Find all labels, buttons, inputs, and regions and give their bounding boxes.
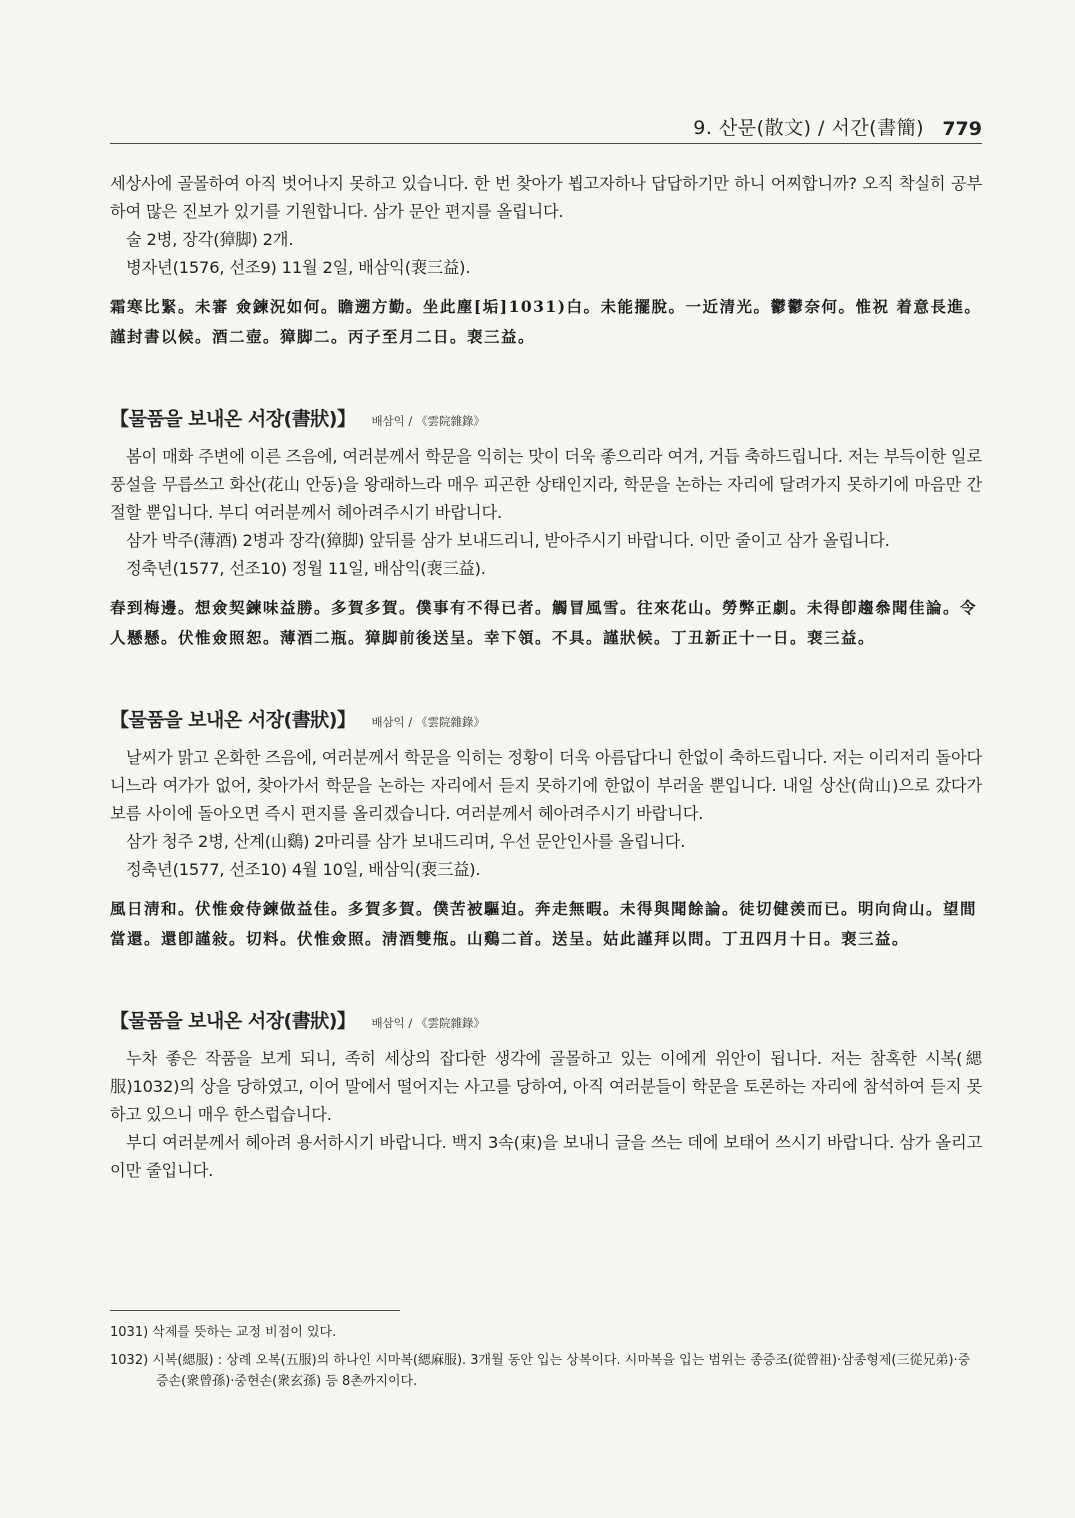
footnote-divider — [110, 1310, 400, 1311]
section-date-line: 정축년(1577, 선조10) 정월 11일, 배삼익(裵三益). — [126, 559, 486, 578]
page-header — [110, 113, 982, 144]
intro-paragraph: 세상사에 골몰하여 아직 벗어나지 못하고 있습니다. 한 번 찾아가 뵙고자하나 답답하기만 하니 어찌합니까? 오직 착실히 공부하여 많은 진보가 있기를 기원합니다. 삼가 문안 편지를 올립니다. — [110, 174, 982, 221]
footnotes — [110, 1322, 982, 1399]
intro-hanmun-original: 霜寒比緊。未審 僉鍊況如何。瞻遡方勤。坐此塵[垢]1031)白。未能擺脫。一近清光。鬱鬱奈何。惟祝 着意長進。謹封書以候。酒二壺。獐脚二。丙子至月二日。裵三益。 — [110, 297, 982, 346]
section-gift-line: 삼가 청주 2병, 산계(山鷄) 2마리를 삼가 보내드리며, 우선 문안인사를 올립니다. — [126, 832, 686, 851]
page-content — [110, 170, 982, 1185]
section-heading — [110, 1006, 982, 1033]
section-heading — [110, 404, 982, 431]
section-source: 배삼익 / 《雲院雜錄》 — [371, 1016, 485, 1030]
section-paragraph: 봄이 매화 주변에 이른 즈음에, 여러분께서 학문을 익히는 맛이 더욱 좋으리라 여겨, 거듭 축하드립니다. 저는 부득이한 일로 풍설을 무릅쓰고 화산(花山 안동)을 왕래하느라 매우 피곤한 상태인지라, 학문을 논하는 자리에 달려가지 못하기에 마음만 간절할 뿐입니다. 부디 여러분께서 헤아려주시기 바랍니다. — [110, 447, 982, 522]
section-title: 【물품을 보내온 서장(書狀)】 — [110, 408, 356, 430]
section-date-line: 정축년(1577, 선조10) 4월 10일, 배삼익(裵三益). — [126, 860, 481, 879]
section-paragraph: 누차 좋은 작품을 보게 되니, 족히 세상의 잡다한 생각에 골몰하고 있는 이에게 위안이 됩니다. 저는 참혹한 시복(緦服)1032)의 상을 당하였고, 이어 말에서 떨어지는 사고를 당하여, 아직 여러분들이 학문을 토론하는 자리에 참석하여 듣지 못하고 있으니 매우 한스럽습니다. — [110, 1049, 982, 1124]
footnote-1031: 1031) 삭제를 뜻하는 교정 비점이 있다. — [110, 1325, 337, 1340]
page-number: 779 — [942, 118, 982, 140]
section-hanmun-original: 春到梅邊。想僉契鍊味益勝。多賀多賀。僕事有不得已者。觸冒風雪。往來花山。勞弊正劇。未得卽趨叅聞佳論。令人懸懸。伏惟僉照恕。薄酒二瓶。獐脚前後送呈。幸下領。不具。謹狀候。丁丑新正十一日。裵三益。 — [110, 598, 978, 647]
section-title: 【물품을 보내온 서장(書狀)】 — [110, 1010, 356, 1032]
intro-date-line: 병자년(1576, 선조9) 11월 2일, 배삼익(裵三益). — [126, 258, 471, 277]
section-source: 배삼익 / 《雲院雜錄》 — [371, 715, 485, 729]
footnote-1032: 1032) 시복(緦服) : 상례 오복(五服)의 하나인 시마복(緦麻服). 3개월 동안 입는 상복이다. 시마복을 입는 범위는 종증조(從曾祖)·삼종형제(三從兄弟)·중증손(衆曾孫)·중현손(衆玄孫) 등 8촌까지이다. — [110, 1353, 971, 1389]
section-source: 배삼익 / 《雲院雜錄》 — [371, 414, 485, 428]
section-gift-line: 삼가 박주(薄酒) 2병과 장각(獐脚) 앞뒤를 삼가 보내드리니, 받아주시기 바랍니다. 이만 줄이고 삼가 올립니다. — [126, 531, 890, 550]
running-head: 9. 산문(散文) / 서간(書簡) — [693, 117, 924, 139]
intro-gift-line: 술 2병, 장각(獐脚) 2개. — [126, 230, 294, 249]
section-paragraph: 날씨가 맑고 온화한 즈음에, 여러분께서 학문을 익히는 정황이 더욱 아름답다니 한없이 축하드립니다. 저는 이리저리 돌아다니느라 여가가 없어, 찾아가서 학문을 논하는 자리에서 듣지 못하기에 한없이 부러울 뿐입니다. 내일 상산(尙山)으로 갔다가 보름 사이에 돌아오면 즉시 편지를 올리겠습니다. 여러분께서 헤아려주시기 바랍니다. — [110, 748, 982, 823]
section-paragraph: 부디 여러분께서 헤아려 용서하시기 바랍니다. 백지 3속(束)을 보내니 글을 쓰는 데에 보태어 쓰시기 바랍니다. 삼가 올리고 이만 줄입니다. — [110, 1133, 982, 1180]
section-title: 【물품을 보내온 서장(書狀)】 — [110, 709, 356, 731]
section-hanmun-original: 風日淸和。伏惟僉侍鍊做益佳。多賀多賀。僕苦被驅迫。奔走無暇。未得與聞餘論。徒切健羡而已。明向尙山。望間當還。還卽謹敍。切料。伏惟僉照。淸酒雙甁。山鷄二首。送呈。姑此謹拜以問。丁丑四月十日。裵三益。 — [110, 899, 978, 948]
section-heading — [110, 705, 982, 732]
